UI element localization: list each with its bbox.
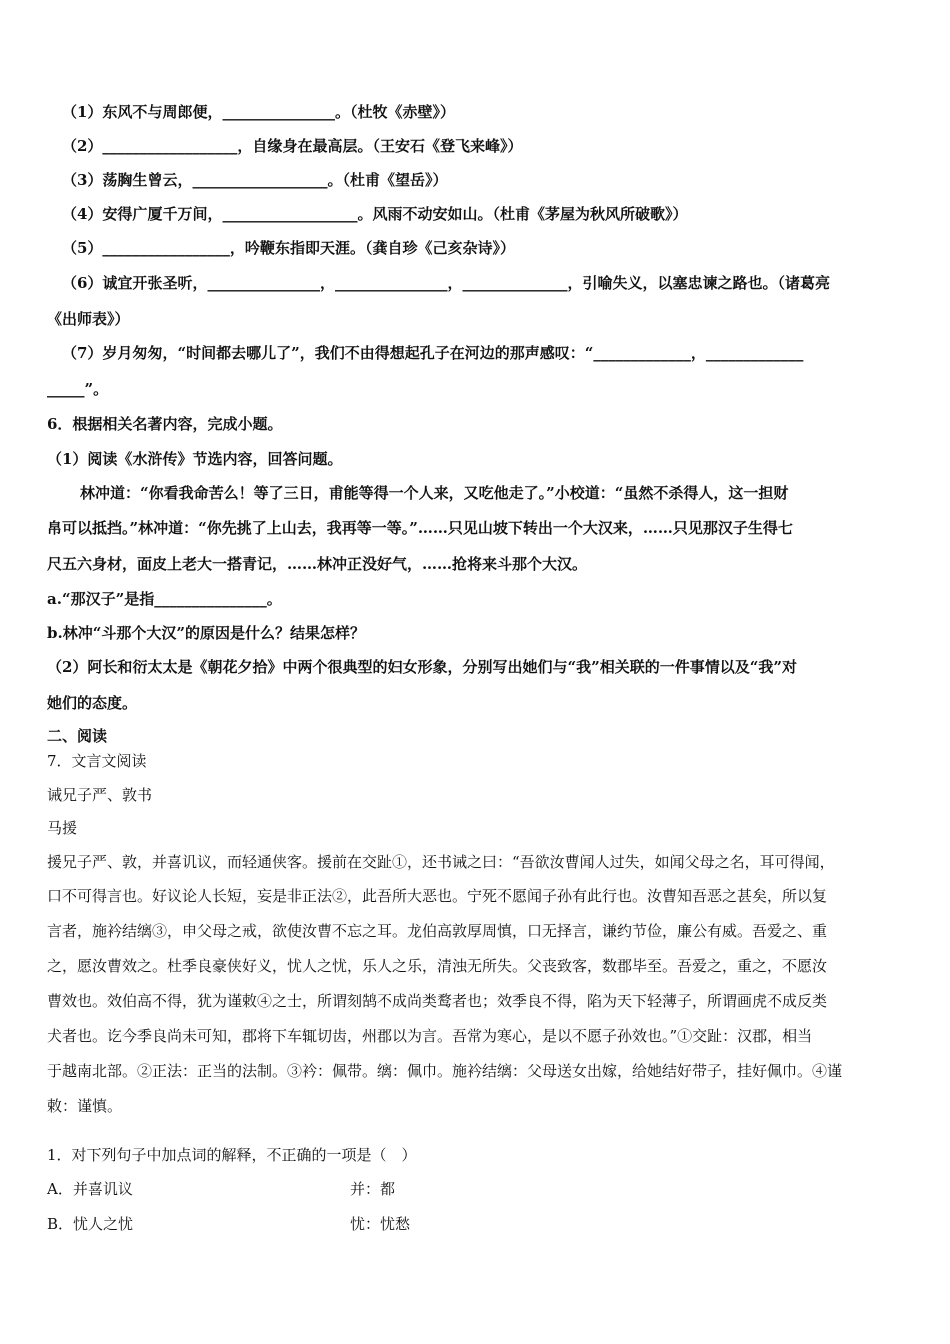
q5-item-2: （2）__________________，自缘身在最高层。（王安石《登飞来峰》）: [62, 137, 523, 155]
q5-item-4: （4）安得广厦千万间，__________________。风雨不动安如山。（杜甫《茅屋为秋风所破歌》）: [62, 205, 688, 223]
q7-body-line-7: 于越南北部。②正法：正当的法制。③衿：佩带。缡：佩巾。施衿结缡：父母送女出嫁，给她结好带子，挂好佩巾。④谨: [47, 1062, 843, 1080]
q6-question-b: b.林冲“斗那个大汉”的原因是什么？结果怎样？: [47, 624, 365, 642]
q7-body-line-1: 援兄子严、敦，并喜讥议，而轻通侠客。援前在交趾①，还书诫之曰：“吾欲汝曹闻人过失，如闻父母之名，耳可得闻，: [47, 853, 835, 871]
q7-body-line-2: 口不可得言也。好议论人长短，妄是非正法②，此吾所大恶也。宁死不愿闻子孙有此行也。汝曹知吾恶之甚矣，所以复: [47, 887, 828, 905]
q6-title: 6．根据相关名著内容，完成小题。: [47, 415, 283, 433]
q5-item-3: （3）荡胸生曾云，__________________。（杜甫《望岳》）: [62, 171, 448, 189]
q5-item-7-cont: _____”。: [47, 380, 109, 398]
q5-item-6-cont: 《出师表》）: [47, 310, 130, 328]
q6-passage-line-1: 林冲道：“你看我命苦么！等了三日，甫能等得一个人来，又吃他走了。”小校道：“虽然不杀得人，这一担财: [80, 484, 789, 502]
q7-author: 马援: [47, 819, 78, 837]
q6-sub2-line-1: （2）阿长和衍太太是《朝花夕拾》中两个很典型的妇女形象，分别写出她们与“我”相关联的一件事情以及“我”对: [47, 658, 797, 676]
q7-body-line-3: 言者，施衿结缡③，申父母之戒，欲使汝曹不忘之耳。龙伯高敦厚周慎，口无择言，谦约节俭，廉公有威。吾爱之、重: [47, 922, 828, 940]
section-heading: 二、阅读: [47, 727, 108, 745]
q7-body-line-8: 敕：谨慎。: [47, 1097, 123, 1115]
q7-body-line-4: 之，愿汝曹效之。杜季良豪侠好义，忧人之忧，乐人之乐，清浊无所失。父丧致客，数郡毕至。吾爱之，重之，不愿汝: [47, 957, 828, 975]
q5-item-1: （1）东风不与周郎便，_______________。（杜牧《赤壁》）: [62, 103, 455, 121]
q7-body-line-6: 犬者也。讫今季良尚未可知，郡将下车辄切齿，州郡以为言。吾常为寒心，是以不愿子孙效也。”①交趾：汉郡，相当: [47, 1027, 813, 1045]
q7-title: 7．文言文阅读: [47, 752, 147, 770]
q5-item-6: （6）诚宜开张圣听，_______________，_______________，______________，引喻失义，以塞忠谏之路也。（诸葛亮: [62, 274, 830, 292]
q6-passage-line-3: 尺五六身材，面皮上老大一搭青记，……林冲正没好气，……抢将来斗那个大汉。: [47, 555, 588, 573]
q6-question-a: a.“那汉子”是指_______________。: [47, 590, 282, 608]
q7-body-line-5: 曹效也。效伯高不得，犹为谨敕④之士，所谓刻鹄不成尚类鹜者也；效季良不得，陷为天下轻薄子，所谓画虎不成反类: [47, 992, 828, 1010]
q5-item-5: （5）_________________，吟鞭东指即天涯。（龚自珍《己亥杂诗》）: [62, 239, 515, 257]
q5-item-7: （7）岁月匆匆，“时间都去哪儿了”，我们不由得想起孔子在河边的那声感叹：“_____________，_____________: [62, 344, 804, 362]
option-a-explanation: 并：都: [350, 1180, 396, 1198]
option-a-sentence: A．并喜讥议: [47, 1180, 133, 1198]
q6-sub2-line-2: 她们的态度。: [47, 694, 138, 712]
option-b-explanation: 忧：忧愁: [350, 1215, 411, 1233]
q7-text-title: 诫兄子严、敦书: [47, 786, 153, 804]
q6-sub1-title: （1）阅读《水浒传》节选内容，回答问题。: [47, 450, 343, 468]
q6-passage-line-2: 帛可以抵挡。”林冲道：“你先挑了上山去，我再等一等。”……只见山坡下转出一个大汉来，……只见那汉子生得七: [47, 519, 793, 537]
q7-sub1-question: 1．对下列句子中加点词的解释，不正确的一项是（ ）: [47, 1146, 417, 1164]
option-b-sentence: B．忧人之忧: [47, 1215, 134, 1233]
